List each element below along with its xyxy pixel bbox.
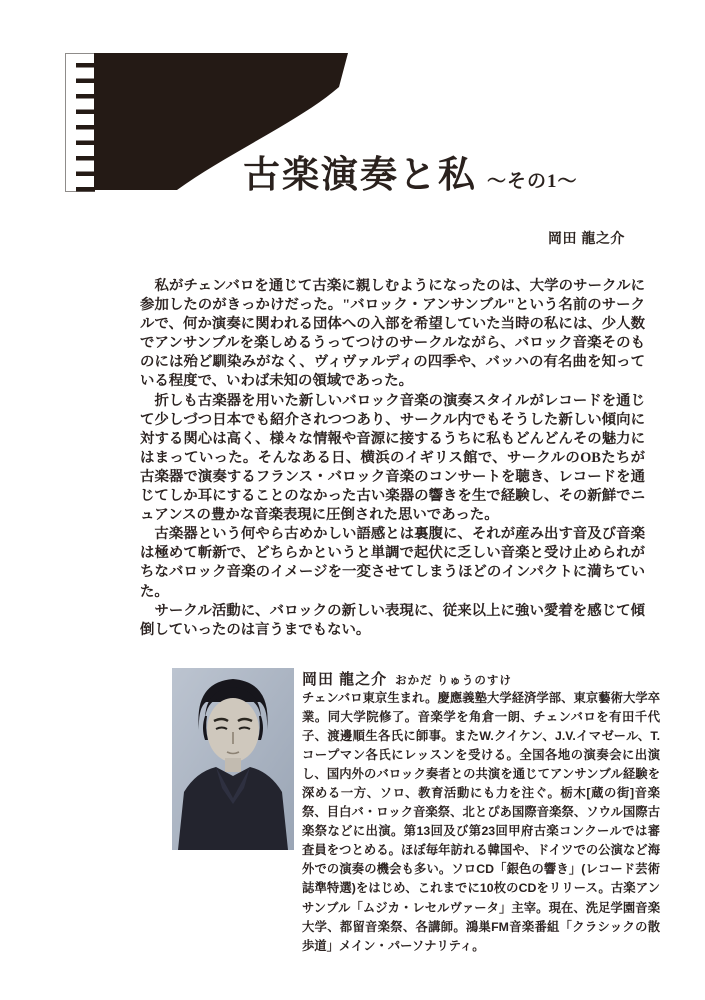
keyboard-strip	[66, 54, 95, 192]
page-title-main: 古楽演奏と私	[243, 155, 477, 196]
paragraph: 折しも古楽器を用いた新しいバロック音楽の演奏スタイルがレコードを通じて少しづつ日本でも紹介されつつあり、サークル内でもそうした新しい傾向に対する関心は高く、様々な情報や音源に接するうちに私もどんどんその魅力にはまっていった。そんなある日、横浜のイギリス館で、サークルのOBたちが古楽器で演奏するフランス・バロック音楽のコンサートを聴き、レコードを通じてしか耳にすることのなかった古い楽器の響きを生で経験し、その新鮮でニュアンスの豊かな音楽表現に圧倒された思いであった。	[140, 392, 645, 524]
paragraph: 私がチェンバロを通じて古楽に親しむようになったのは、大学のサークルに参加したのがきっかけだった。"バロック・アンサンブル"という名前のサークルで、何か演奏に関われる団体への入部を希望していた当時の私には、少人数でアンサンブルを楽しめるうってつけのサークルながら、バロック音楽そのものには殆ど馴染みがなく、ヴィヴァルディの四季や、バッハの有名曲を知っている程度で、いわば未知の領域であった。	[140, 278, 645, 390]
black-keys	[76, 63, 95, 192]
bio-name: 岡田 龍之介	[302, 671, 388, 688]
paragraph: サークル活動に、バロックの新しい表現に、従来以上に強い愛着を感じて傾倒していったのは言うまでもない。	[140, 602, 645, 638]
article-body	[140, 277, 645, 640]
bio-name-row	[302, 668, 660, 689]
paragraph: 古楽器という何やら古めかしい語感とは裏腹に、それが産み出す音及び音楽は極めて斬新で、どちらかというと単調で起伏に乏しい音楽と受け止められがちなバロック音楽のイメージを一変させてしまうほどのインパクトに満ちていた。	[140, 526, 645, 600]
bio-text: チェンバロ東京生まれ。慶應義塾大学経済学部、東京藝術大学卒業。同大学院修了。音楽学を角倉一朗、チェンバロを有田千代子、渡邊順生各氏に師事。またW.クイケン、J.V.イマゼール、T.コープマン各氏にレッスンを受ける。全国各地の演奏会に出演し、国内外のバロック奏者との共演を通じてアンサンブル経験を深める一方、ソロ、教育活動にも力を注ぐ。栃木[蔵の街]音楽祭、目白バ・ロック音楽祭、北とぴあ国際音楽祭、ソウル国際古楽祭などに出演。第13回及び第23回甲府古楽コンクールでは審査員をつとめる。ほぼ毎年訪れる韓国や、ドイツでの公演など海外での演奏の機会も多い。ソロCD「銀色の響き」(レコード芸術誌準特選)をはじめ、これまでに10枚のCDをリリース。古楽アンサンブル「ムジカ・レセルヴァータ」主宰。現在、洗足学園音楽大学、都留音楽祭、各講師。鴻巣FM音楽番組「クラシックの散歩道」メイン・パーソナリティ。	[302, 691, 660, 953]
face	[207, 698, 259, 762]
page-title-sub: ～その1～	[487, 171, 578, 192]
page-title	[243, 144, 578, 198]
author-portrait-photo	[172, 668, 294, 850]
author-byline: 岡田 龍之介	[548, 230, 625, 246]
author-bio-section	[302, 668, 660, 956]
jacket	[178, 767, 288, 850]
bio-name-kana: おかだ りゅうのすけ	[395, 675, 512, 687]
